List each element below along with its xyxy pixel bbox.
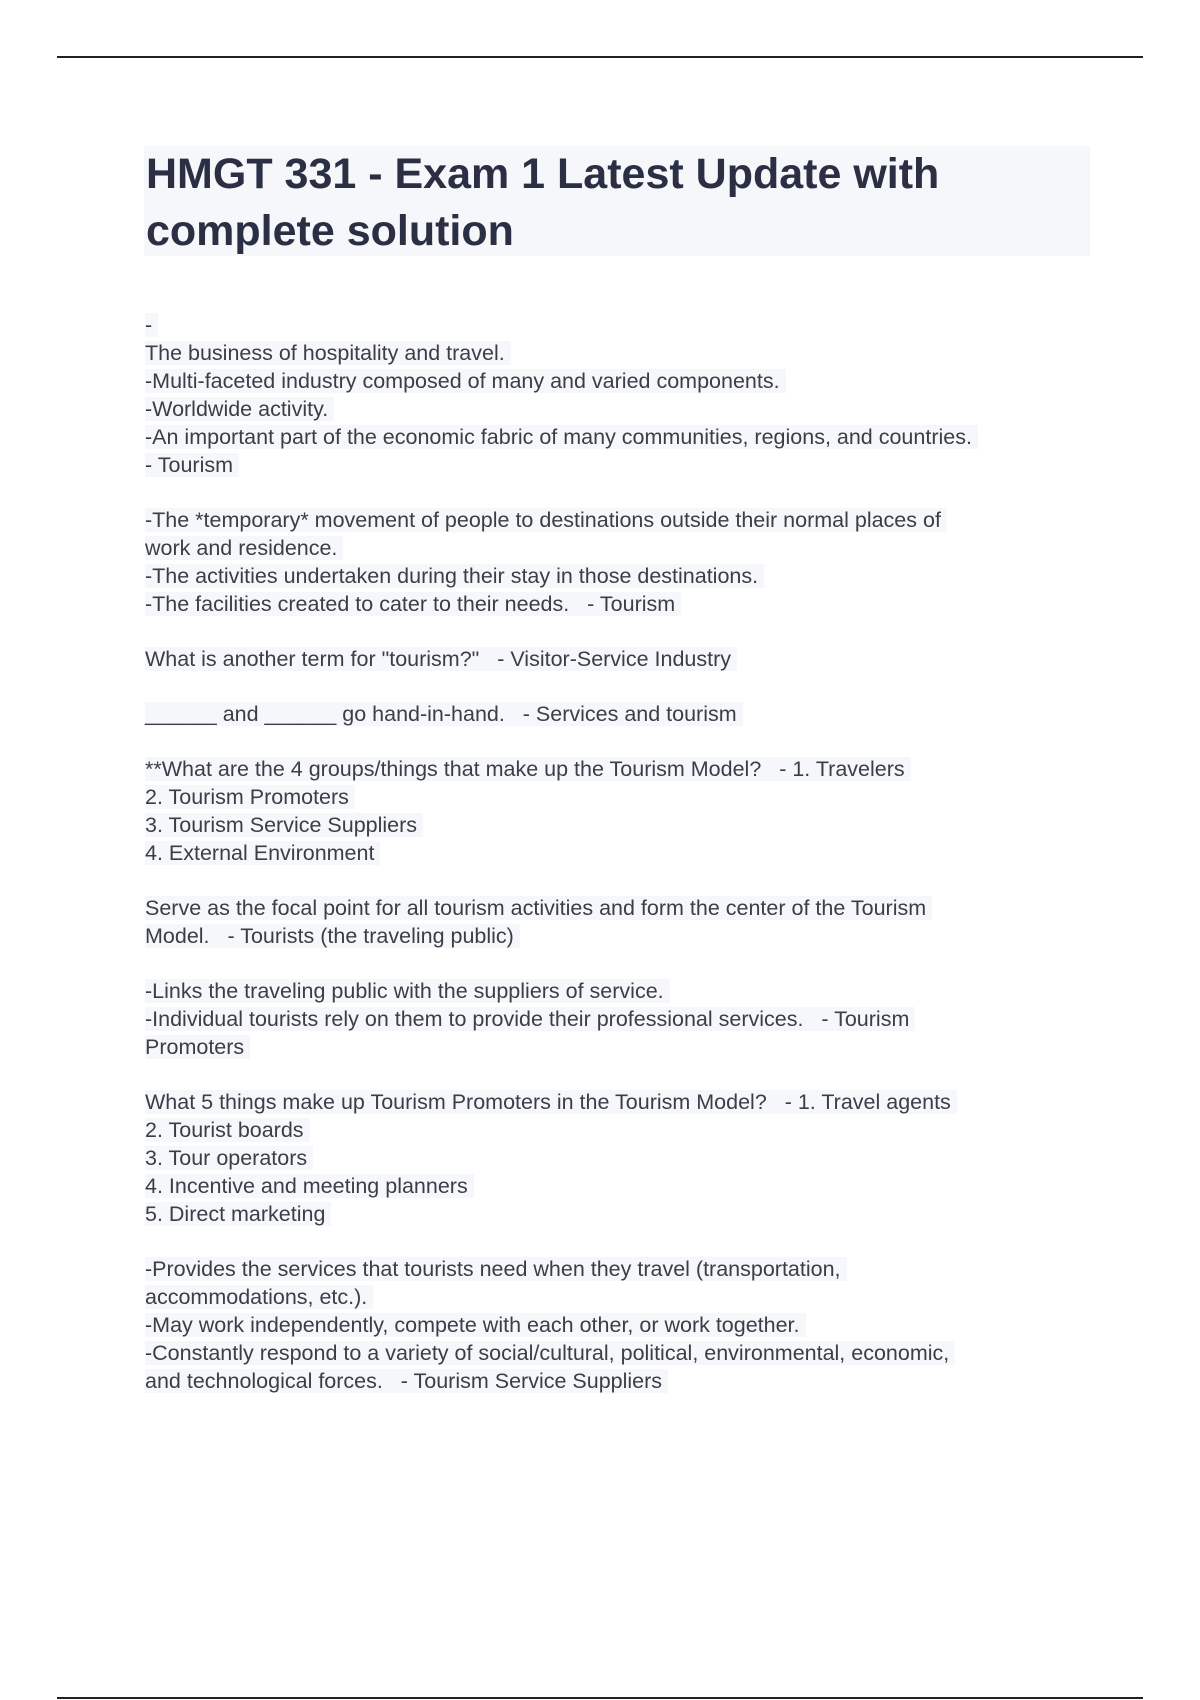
flashcard-text: -The facilities created to cater to their needs. - Tourism bbox=[145, 592, 681, 616]
flashcard-line bbox=[145, 1144, 1085, 1172]
flashcard-line bbox=[145, 534, 1085, 562]
flashcard-text: 4. External Environment bbox=[145, 841, 380, 865]
flashcard-line bbox=[145, 1088, 1085, 1116]
flashcard-text: What 5 things make up Tourism Promoters in the Tourism Model? - 1. Travel agents bbox=[145, 1090, 957, 1114]
flashcard-line bbox=[145, 1116, 1085, 1144]
flashcard-text: 3. Tourism Service Suppliers bbox=[145, 813, 423, 837]
flashcard-line bbox=[145, 700, 1085, 728]
flashcard-line bbox=[145, 311, 1085, 339]
flashcard-line bbox=[145, 1005, 1085, 1033]
flashcard-line bbox=[145, 1339, 1085, 1367]
footer-rule bbox=[57, 1697, 1143, 1699]
flashcard-line bbox=[145, 1311, 1085, 1339]
flashcard-text: -The activities undertaken during their stay in those destinations. bbox=[145, 564, 764, 588]
flashcard bbox=[145, 311, 1085, 479]
flashcard-line bbox=[145, 977, 1085, 1005]
flashcard-text: Serve as the focal point for all tourism activities and form the center of the Tourism bbox=[145, 896, 932, 920]
flashcard-line bbox=[145, 339, 1085, 367]
flashcard-line bbox=[145, 783, 1085, 811]
flashcard-line bbox=[145, 839, 1085, 867]
flashcard-line bbox=[145, 1033, 1085, 1061]
flashcard bbox=[145, 506, 1085, 618]
flashcard bbox=[145, 894, 1085, 950]
flashcard-text: work and residence. bbox=[145, 536, 343, 560]
flashcard-text: ______ and ______ go hand-in-hand. - Services and tourism bbox=[145, 702, 743, 726]
flashcard-text: 2. Tourist boards bbox=[145, 1118, 310, 1142]
flashcard-text: and technological forces. - Tourism Service Suppliers bbox=[145, 1369, 668, 1393]
flashcard-line bbox=[145, 645, 1085, 673]
flashcard-line bbox=[145, 562, 1085, 590]
flashcard-line bbox=[145, 811, 1085, 839]
flashcard-text: 3. Tour operators bbox=[145, 1146, 313, 1170]
flashcard-text: -An important part of the economic fabric of many communities, regions, and countries. bbox=[145, 425, 978, 449]
flashcard-line bbox=[145, 1283, 1085, 1311]
flashcard-line bbox=[145, 894, 1085, 922]
flashcard-text: 5. Direct marketing bbox=[145, 1202, 331, 1226]
flashcard-line bbox=[145, 1367, 1085, 1395]
page-title: HMGT 331 - Exam 1 Latest Update with complete solution bbox=[146, 150, 940, 255]
flashcard-text: -Provides the services that tourists need when they travel (transportation, bbox=[145, 1257, 847, 1281]
flashcard-text: -The *temporary* movement of people to destinations outside their normal places of bbox=[145, 508, 947, 532]
flashcard bbox=[145, 645, 1085, 673]
flashcard bbox=[145, 700, 1085, 728]
flashcard-line bbox=[145, 451, 1085, 479]
flashcard-line bbox=[145, 1200, 1085, 1228]
flashcard-text: 2. Tourism Promoters bbox=[145, 785, 355, 809]
flashcard bbox=[145, 755, 1085, 867]
flashcard bbox=[145, 1088, 1085, 1228]
flashcard-text: -Links the traveling public with the suppliers of service. bbox=[145, 979, 670, 1003]
flashcard-line bbox=[145, 1172, 1085, 1200]
flashcard-line bbox=[145, 590, 1085, 618]
flashcard bbox=[145, 977, 1085, 1061]
flashcard-line bbox=[145, 922, 1085, 950]
flashcard-line bbox=[145, 423, 1085, 451]
flashcard-text: 4. Incentive and meeting planners bbox=[145, 1174, 474, 1198]
flashcard-list bbox=[145, 311, 1085, 1422]
flashcard-line bbox=[145, 506, 1085, 534]
flashcard-text: -Multi-faceted industry composed of many and varied components. bbox=[145, 369, 786, 393]
flashcard-text: **What are the 4 groups/things that make up the Tourism Model? - 1. Travelers bbox=[145, 757, 911, 781]
flashcard-text: -Individual tourists rely on them to provide their professional services. - Tourism bbox=[145, 1007, 915, 1031]
flashcard-text: What is another term for "tourism?" - Visitor-Service Industry bbox=[145, 647, 737, 671]
flashcard-text: -Constantly respond to a variety of social/cultural, political, environmental, economic, bbox=[145, 1341, 955, 1365]
header-rule bbox=[57, 56, 1143, 58]
flashcard-text: accommodations, etc.). bbox=[145, 1285, 373, 1309]
flashcard-text: - Tourism bbox=[145, 453, 239, 477]
flashcard-text: - bbox=[145, 313, 158, 337]
flashcard-text: -Worldwide activity. bbox=[145, 397, 334, 421]
flashcard-text: -May work independently, compete with each other, or work together. bbox=[145, 1313, 806, 1337]
flashcard-line bbox=[145, 367, 1085, 395]
flashcard-line bbox=[145, 755, 1085, 783]
flashcard bbox=[145, 1255, 1085, 1395]
flashcard-line bbox=[145, 395, 1085, 423]
flashcard-text: Promoters bbox=[145, 1035, 250, 1059]
flashcard-line bbox=[145, 1255, 1085, 1283]
flashcard-text: The business of hospitality and travel. bbox=[145, 341, 511, 365]
flashcard-text: Model. - Tourists (the traveling public) bbox=[145, 924, 520, 948]
